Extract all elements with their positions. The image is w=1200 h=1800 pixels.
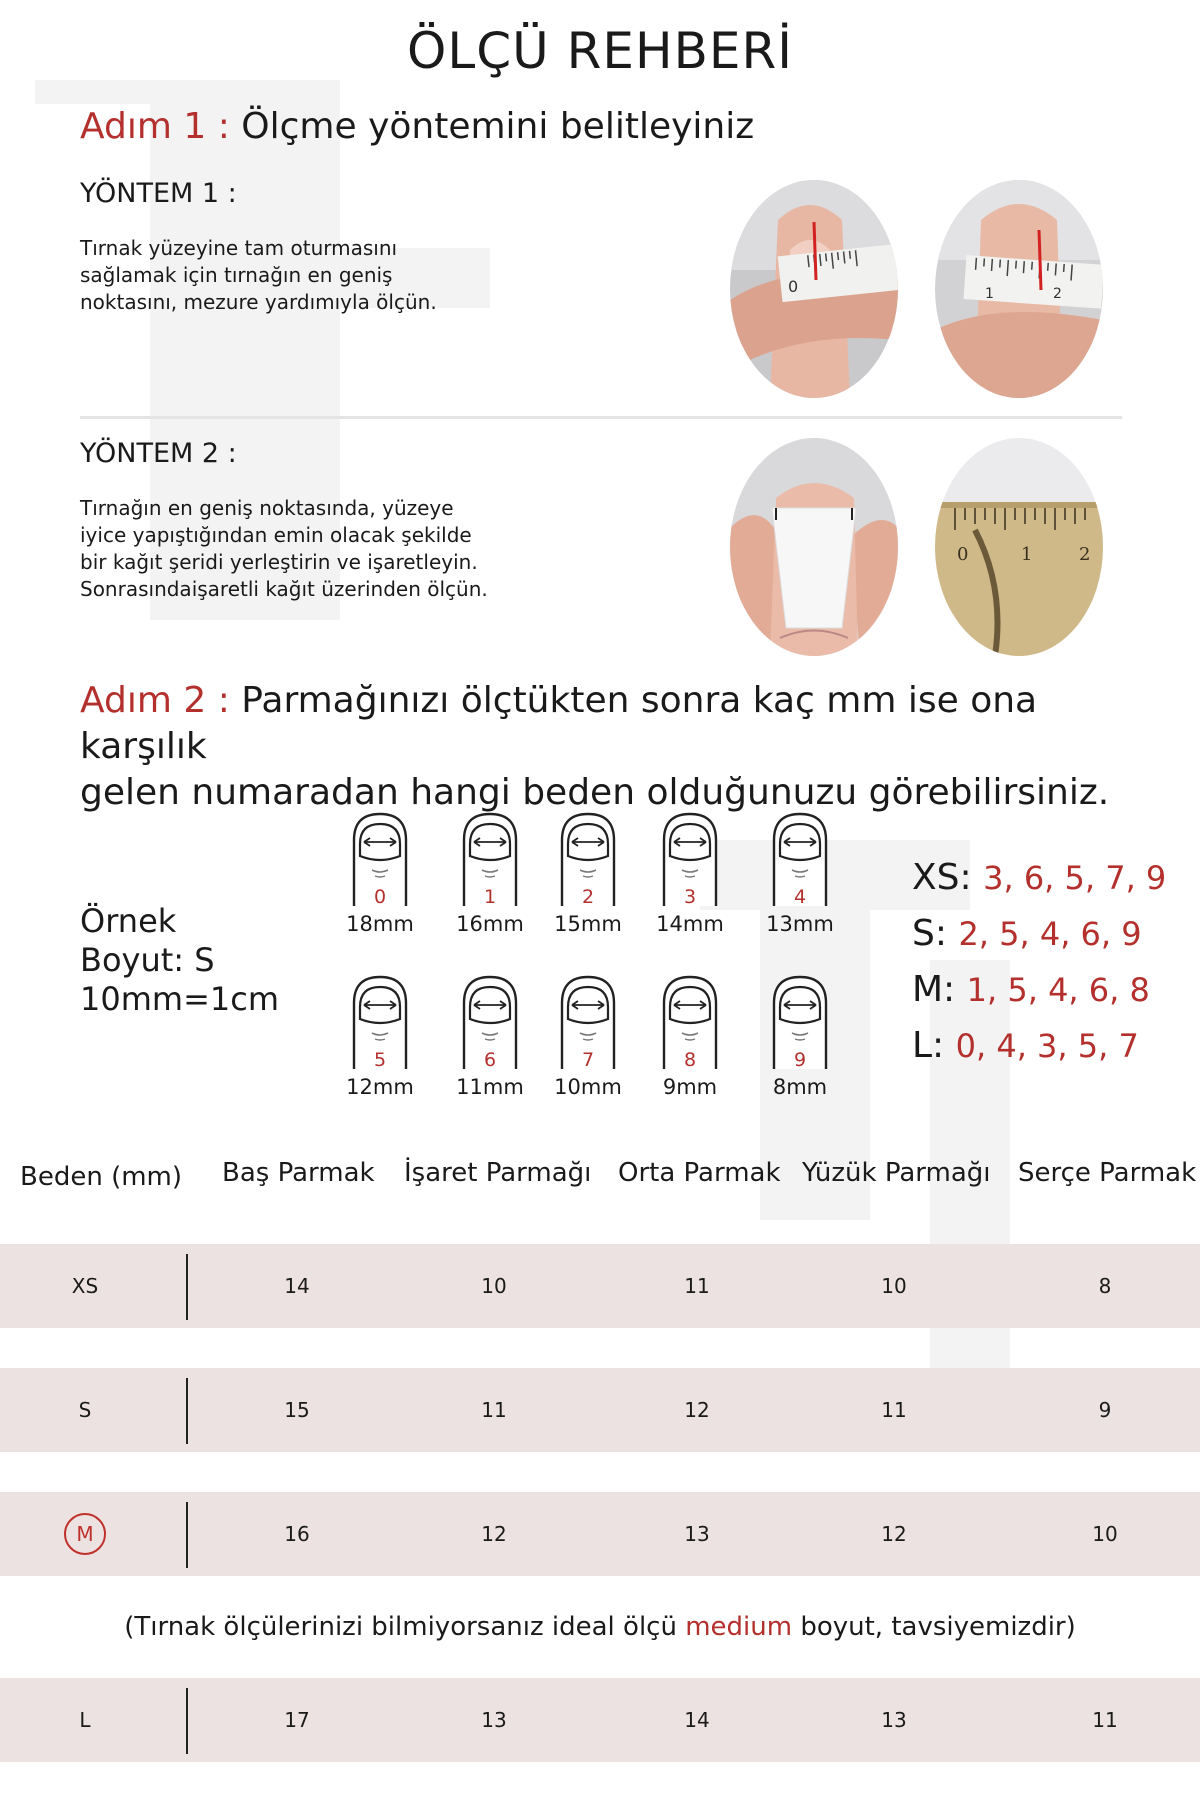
row-value: 12 bbox=[481, 1522, 507, 1546]
size-code-numbers: 0, 4, 3, 5, 7 bbox=[955, 1027, 1139, 1065]
nail-number: 9 bbox=[793, 1049, 807, 1071]
row-value: 13 bbox=[881, 1708, 907, 1732]
row-value: 10 bbox=[481, 1274, 507, 1298]
recommended-size-circle: M bbox=[64, 1513, 106, 1555]
note-text: (Tırnak ölçülerinizi bilmiyorsanız ideal ölçü bbox=[124, 1612, 686, 1642]
nail-width: 15mm bbox=[554, 912, 622, 936]
svg-text:2: 2 bbox=[1079, 544, 1091, 565]
row-value: 12 bbox=[684, 1398, 710, 1422]
method1-line: sağlamak için tırnağın en geniş bbox=[80, 263, 393, 287]
nail-width: 10mm bbox=[554, 1075, 622, 1099]
nail-number: 1 bbox=[483, 886, 497, 908]
step2-heading bbox=[80, 678, 1140, 816]
size-code-list bbox=[912, 850, 1166, 1074]
row-value: 14 bbox=[284, 1274, 310, 1298]
table-header-pinky: Serçe Parmak bbox=[1018, 1158, 1197, 1188]
table-row bbox=[0, 1368, 1200, 1452]
svg-text:2: 2 bbox=[1053, 286, 1062, 302]
example-line: 10mm=1cm bbox=[80, 980, 279, 1018]
step2-label: Adım 2 : bbox=[80, 680, 230, 721]
size-code-row bbox=[912, 962, 1166, 1018]
row-size bbox=[25, 1492, 145, 1576]
nail-number: 4 bbox=[793, 886, 807, 908]
nail-width: 13mm bbox=[766, 912, 834, 936]
size-code-numbers: 3, 6, 5, 7, 9 bbox=[983, 859, 1167, 897]
finger-tape-photo-2 bbox=[935, 180, 1103, 398]
row-divider bbox=[186, 1688, 188, 1754]
method1-description bbox=[80, 235, 437, 316]
table-header-ring: Yüzük Parmağı bbox=[802, 1158, 991, 1188]
row-value: 11 bbox=[1092, 1708, 1118, 1732]
nail-size-item bbox=[745, 810, 855, 940]
nail-number: 2 bbox=[581, 886, 595, 908]
table-row bbox=[0, 1244, 1200, 1328]
method2-line: bir kağıt şeridi yerleştirin ve işaretleyin. bbox=[80, 550, 478, 574]
nail-size-item bbox=[325, 810, 435, 940]
svg-text:0: 0 bbox=[957, 544, 969, 565]
nail-width: 16mm bbox=[456, 912, 524, 936]
svg-text:1: 1 bbox=[1021, 544, 1033, 565]
size-code-row bbox=[912, 906, 1166, 962]
method2-description bbox=[80, 495, 488, 603]
nail-number: 7 bbox=[581, 1049, 595, 1071]
table-row bbox=[0, 1678, 1200, 1762]
example-line: Boyut: S bbox=[80, 941, 215, 979]
step2-line2: gelen numaradan hangi beden olduğunuzu görebilirsiniz. bbox=[80, 772, 1110, 813]
nail-size-item bbox=[635, 973, 745, 1103]
size-code-label: XS: bbox=[912, 857, 972, 898]
example-block bbox=[80, 902, 279, 1019]
row-value: 15 bbox=[284, 1398, 310, 1422]
method1-line: Tırnak yüzeyine tam oturmasını bbox=[80, 236, 398, 260]
row-size: XS bbox=[71, 1274, 99, 1298]
nail-number: 8 bbox=[683, 1049, 697, 1071]
nail-width: 8mm bbox=[772, 1075, 828, 1099]
section-divider bbox=[80, 416, 1122, 419]
method2-line: Sonrasındaişaretli kağıt üzerinden ölçün. bbox=[80, 577, 488, 601]
row-divider bbox=[186, 1502, 188, 1568]
finger-paper-photo bbox=[730, 438, 898, 656]
note-highlight: medium bbox=[685, 1612, 793, 1642]
row-value: 8 bbox=[1098, 1274, 1112, 1298]
table-row-recommended bbox=[0, 1492, 1200, 1576]
nail-width: 11mm bbox=[456, 1075, 524, 1099]
row-size: L bbox=[79, 1708, 91, 1732]
nail-width: 9mm bbox=[662, 1075, 718, 1099]
size-code-numbers: 2, 5, 4, 6, 9 bbox=[958, 915, 1142, 953]
nail-number: 3 bbox=[683, 886, 697, 908]
nail-number: 5 bbox=[373, 1049, 387, 1071]
method2-title: YÖNTEM 2 : bbox=[80, 438, 237, 469]
nail-size-item bbox=[533, 810, 643, 940]
nail-width: 12mm bbox=[346, 1075, 414, 1099]
row-value: 14 bbox=[684, 1708, 710, 1732]
size-code-numbers: 1, 5, 4, 6, 8 bbox=[966, 971, 1150, 1009]
nail-size-item bbox=[745, 973, 855, 1103]
recommendation-note bbox=[0, 1612, 1200, 1642]
example-line: Örnek bbox=[80, 902, 177, 940]
nail-size-item bbox=[325, 973, 435, 1103]
row-value: 11 bbox=[684, 1274, 710, 1298]
nail-size-item bbox=[435, 973, 545, 1103]
step1-heading bbox=[80, 106, 754, 147]
size-code-label: S: bbox=[912, 913, 947, 954]
row-value: 11 bbox=[481, 1398, 507, 1422]
step1-label: Adım 1 : bbox=[80, 106, 230, 147]
row-value: 13 bbox=[684, 1522, 710, 1546]
nail-size-item bbox=[635, 810, 745, 940]
nail-width: 18mm bbox=[346, 912, 414, 936]
row-value: 17 bbox=[284, 1708, 310, 1732]
step2-line1: Parmağınızı ölçtükten sonra kaç mm ise ona karşılık bbox=[80, 680, 1038, 767]
nail-size-item bbox=[533, 973, 643, 1103]
size-code-row bbox=[912, 1018, 1166, 1074]
nail-size-item bbox=[435, 810, 545, 940]
row-value: 10 bbox=[1092, 1522, 1118, 1546]
nail-number: 6 bbox=[483, 1049, 497, 1071]
size-code-row bbox=[912, 850, 1166, 906]
nail-number: 0 bbox=[373, 886, 387, 908]
table-header-thumb: Baş Parmak bbox=[222, 1158, 375, 1188]
step1-text: Ölçme yöntemini belitleyiniz bbox=[229, 106, 755, 147]
method2-line: Tırnağın en geniş noktasında, yüzeye bbox=[80, 496, 454, 520]
finger-tape-photo-1 bbox=[730, 180, 898, 398]
table-header-size: Beden (mm) bbox=[20, 1162, 183, 1192]
row-value: 11 bbox=[881, 1398, 907, 1422]
method2-line: iyice yapıştığından emin olacak şekilde bbox=[80, 523, 472, 547]
row-value: 9 bbox=[1098, 1398, 1112, 1422]
row-value: 10 bbox=[881, 1274, 907, 1298]
method1-title: YÖNTEM 1 : bbox=[80, 178, 237, 209]
nail-width: 14mm bbox=[656, 912, 724, 936]
table-header-middle: Orta Parmak bbox=[618, 1158, 781, 1188]
row-value: 13 bbox=[481, 1708, 507, 1732]
svg-text:1: 1 bbox=[985, 286, 994, 302]
method1-line: noktasını, mezure yardımıyla ölçün. bbox=[80, 290, 437, 314]
page-title: ÖLÇÜ REHBERİ bbox=[407, 22, 793, 80]
table-header-index: İşaret Parmağı bbox=[404, 1158, 592, 1188]
row-divider bbox=[186, 1254, 188, 1320]
ruler-photo bbox=[935, 438, 1103, 656]
size-code-label: M: bbox=[912, 969, 956, 1010]
size-code-label: L: bbox=[912, 1025, 945, 1066]
svg-text:0: 0 bbox=[788, 277, 799, 296]
row-value: 12 bbox=[881, 1522, 907, 1546]
row-value: 16 bbox=[284, 1522, 310, 1546]
row-divider bbox=[186, 1378, 188, 1444]
row-size: S bbox=[78, 1398, 92, 1422]
note-text: boyut, tavsiyemizdir) bbox=[792, 1612, 1076, 1642]
